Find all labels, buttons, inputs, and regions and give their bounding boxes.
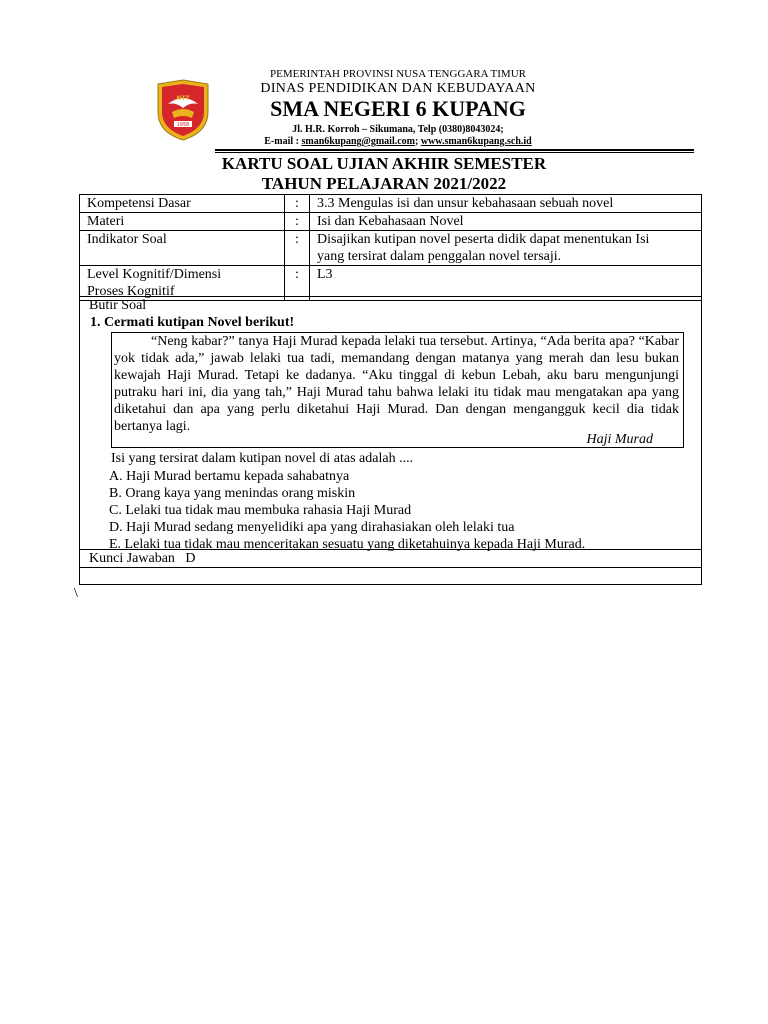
card-info-table <box>79 194 702 301</box>
letterhead-rule-thin <box>215 152 694 153</box>
colon: : <box>285 213 310 231</box>
answer-key-row <box>79 549 702 568</box>
colon: : <box>285 231 310 266</box>
school-contact <box>14 136 768 147</box>
stray-mark: \ <box>74 586 78 601</box>
indikator-value <box>310 231 702 266</box>
option-e: E. Lelaki tua tidak mau menceritakan sesuatu yang diketahuinya kepada Haji Murad. <box>109 537 586 552</box>
answer-key: Kunci Jawaban D <box>89 551 196 566</box>
indikator-line-2: yang tersirat dalam penggalan novel tersaji. <box>317 249 562 264</box>
option-d: D. Haji Murad sedang menyelidiki apa yang dirahasiakan oleh lelaki tua <box>109 520 515 535</box>
option-b: B. Orang kaya yang menindas orang miskin <box>109 486 356 501</box>
level-label-line-2: Proses Kognitif <box>87 284 175 299</box>
indikator-label: Indikator Soal <box>80 231 285 266</box>
novel-excerpt-text: “Neng kabar?” tanya Haji Murad kepada lelaki tua tersebut. Artinya, “Ada berita apa? “Kabar yok tidak ada,” jawab lelaki tua tadi, memandang dengan matanya yang merah dan lesu bukan kewajah Haji Murad. Tetapi ke dadanya. “Aku tinggal di kebun Lebah, aku baru mengunjungi putraku hari ini, dia yang tah,” Haji Murad tahu bahwa lelaki itu tidak mau mengatakan apa yang diketahui dan apa yang perlu diketahui Haji Murad. Dan dengan mengangguk kecil dia tidak bertanya lagi. <box>114 334 679 434</box>
colon: : <box>285 195 310 213</box>
question-block <box>79 296 702 567</box>
materi-label: Materi <box>80 213 285 231</box>
question-stem: Isi yang tersirat dalam kutipan novel di atas adalah .... <box>111 451 414 466</box>
level-label-line-1: Level Kognitif/Dimensi <box>87 267 222 282</box>
svg-text:1958: 1958 <box>176 122 190 128</box>
email-label: E-mail : <box>264 136 302 147</box>
indikator-line-1: Disajikan kutipan novel peserta didik dapat menentukan Isi <box>317 232 650 247</box>
option-a: A. Haji Murad bertamu kepada sahabatnya <box>109 469 350 484</box>
answer-options <box>109 468 585 553</box>
table-row <box>80 195 702 213</box>
card-title: KARTU SOAL UJIAN AKHIR SEMESTER <box>221 154 547 173</box>
academic-year: TAHUN PELAJARAN 2021/2022 <box>261 174 507 193</box>
school-name: SMA NEGERI 6 KUPANG <box>270 96 526 121</box>
novel-excerpt-box <box>111 332 684 448</box>
kd-label: Kompetensi Dasar <box>80 195 285 213</box>
level-value: L3 <box>310 266 702 301</box>
option-c: C. Lelaki tua tidak mau membuka rahasia Haji Murad <box>109 503 412 518</box>
butir-soal-label: Butir Soal <box>89 298 147 313</box>
website-link[interactable]: www.sman6kupang.sch.id <box>420 136 532 147</box>
letterhead-rule-thick <box>215 149 694 151</box>
table-row <box>80 213 702 231</box>
school-address: Jl. H.R. Korroh – Sikumana, Telp (0380)8043024; <box>292 124 504 135</box>
svg-text:NTT: NTT <box>176 95 190 102</box>
kd-value: 3.3 Mengulas isi dan unsur kebahasaan sebuah novel <box>310 195 702 213</box>
materi-value: Isi dan Kebahasaan Novel <box>310 213 702 231</box>
department-name: DINAS PENDIDIKAN DAN KEBUDAYAAN <box>260 81 536 96</box>
email-link[interactable]: sman6kupang@gmail.com <box>301 136 415 147</box>
excerpt-source: Haji Murad <box>586 432 653 447</box>
contact-separator: ; <box>415 136 421 147</box>
question-heading: 1. Cermati kutipan Novel berikut! <box>90 315 295 330</box>
table-row <box>80 231 702 266</box>
colon: : <box>285 266 310 301</box>
empty-row <box>79 567 702 585</box>
letterhead <box>0 0 768 160</box>
government-name: PEMERINTAH PROVINSI NUSA TENGGARA TIMUR <box>269 68 526 80</box>
